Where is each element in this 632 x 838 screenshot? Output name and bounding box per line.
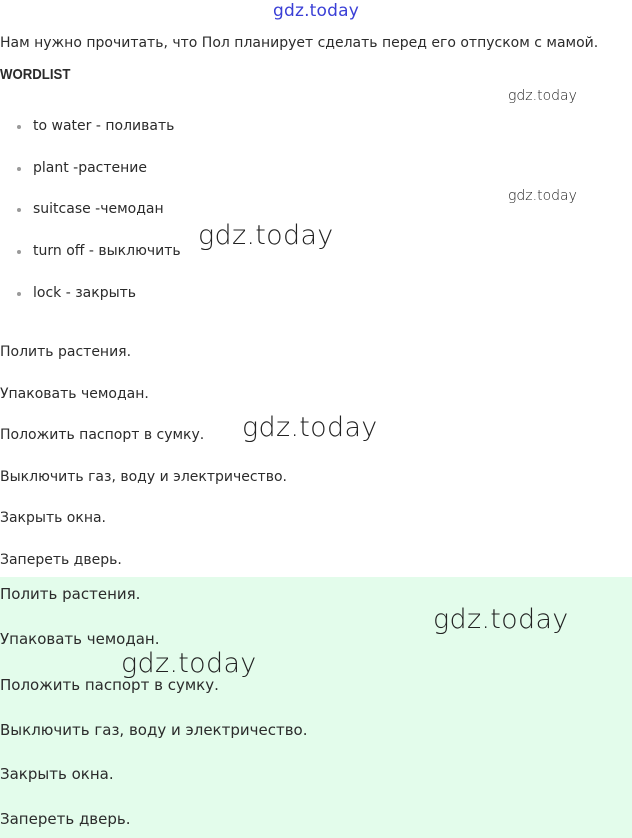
bullet-icon bbox=[17, 208, 21, 212]
task-line: Запереть дверь. bbox=[0, 551, 122, 568]
answer-line: Запереть дверь. bbox=[0, 810, 131, 828]
wordlist-title: WORDLIST bbox=[0, 66, 71, 83]
task-line: Положить паспорт в сумку. bbox=[0, 427, 205, 444]
wordlist-item-text: suitcase -чемодан bbox=[33, 201, 164, 218]
wordlist bbox=[0, 116, 181, 324]
watermark: gdz.today bbox=[198, 220, 334, 251]
wordlist-item-text: to water - поливать bbox=[33, 118, 175, 134]
wordlist-item bbox=[0, 199, 181, 241]
task-line: Выключить газ, воду и электричество. bbox=[0, 468, 287, 485]
top-watermark: gdz.today bbox=[272, 1, 360, 21]
watermark: gdz.today bbox=[433, 604, 569, 635]
wordlist-item bbox=[0, 158, 181, 200]
wordlist-item bbox=[0, 241, 181, 283]
answer-line: Положить паспорт в сумку. bbox=[0, 676, 219, 694]
bullet-icon bbox=[17, 167, 21, 171]
bullet-icon bbox=[17, 125, 21, 129]
bullet-icon bbox=[17, 250, 21, 254]
wordlist-item-text: plant -растение bbox=[33, 159, 148, 176]
answer-line: Упаковать чемодан. bbox=[0, 630, 160, 648]
wordlist-item bbox=[0, 283, 181, 325]
wordlist-item-text: lock - закрыть bbox=[33, 284, 137, 301]
wordlist-item bbox=[0, 116, 181, 158]
answer-line: Полить растения. bbox=[0, 585, 141, 603]
wordlist-item-text: turn off - выключить bbox=[33, 243, 181, 260]
watermark: gdz.today bbox=[242, 412, 378, 443]
intro-text: Нам нужно прочитать, что Пол планирует сделать перед его отпуском с мамой. bbox=[0, 35, 599, 51]
task-list bbox=[0, 342, 287, 592]
watermark: gdz.today bbox=[121, 648, 257, 679]
task-line: Упаковать чемодан. bbox=[0, 385, 149, 402]
answer-line: Закрыть окна. bbox=[0, 765, 114, 783]
task-line: Закрыть окна. bbox=[0, 510, 107, 527]
watermark: gdz.today bbox=[508, 188, 577, 204]
answer-line: Выключить газ, воду и электричество. bbox=[0, 721, 308, 739]
watermark: gdz.today bbox=[508, 88, 577, 104]
bullet-icon bbox=[17, 292, 21, 296]
task-line: Полить растения. bbox=[0, 344, 132, 360]
